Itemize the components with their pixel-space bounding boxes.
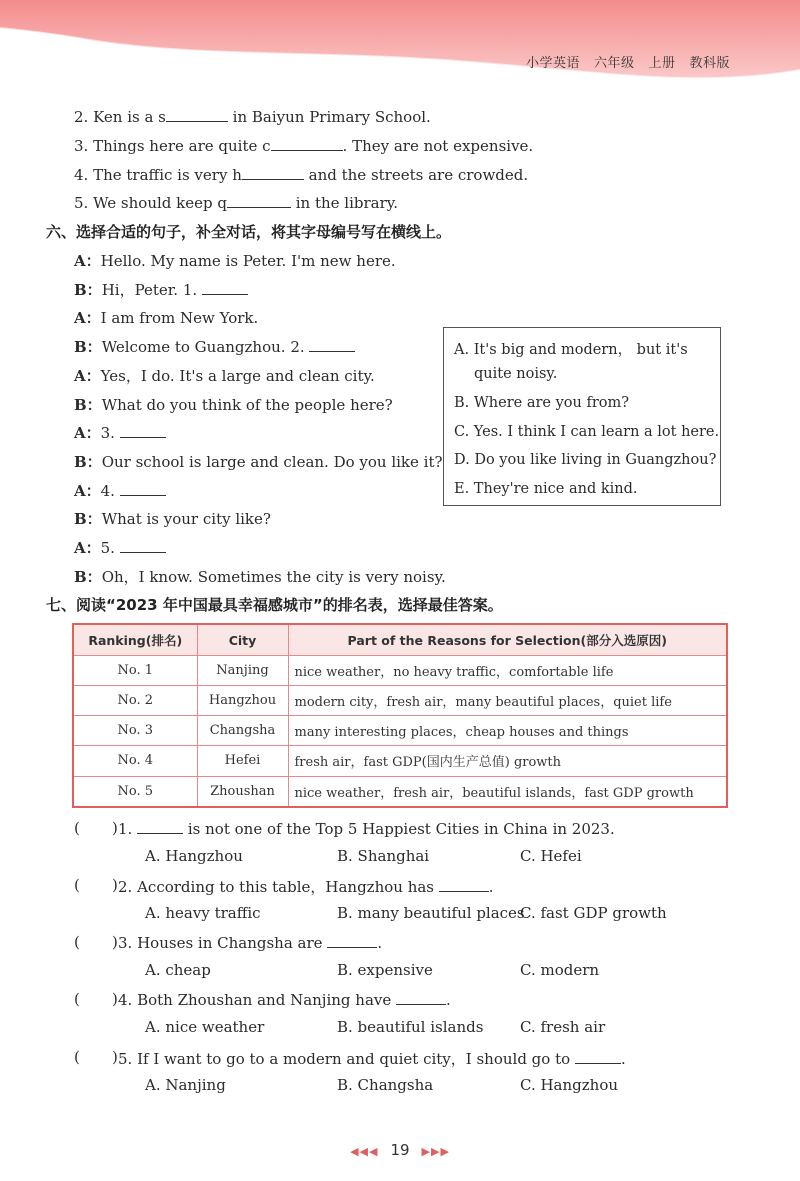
choice-b[interactable]: B. Changsha — [337, 1076, 434, 1094]
answer-paren-open[interactable]: ( — [74, 819, 80, 837]
question-stem: Houses in Changsha are — [137, 934, 323, 952]
fill-item — [74, 107, 431, 126]
dialogue-text: 3. — [100, 424, 115, 442]
question-text — [118, 990, 451, 1009]
choice-a[interactable]: A. cheap — [145, 961, 211, 979]
city-cell: Nanjing — [197, 656, 288, 686]
speaker-label: B： — [74, 338, 102, 356]
choice-b[interactable]: B. many beautiful places — [337, 904, 525, 922]
answer-paren-open[interactable]: ( — [74, 990, 80, 1008]
section-seven-title: 七、阅读“2023 年中国最具幸福感城市”的排名表，选择最佳答案。 — [46, 596, 503, 614]
choice-c[interactable]: C. Hefei — [520, 847, 582, 865]
item-text: and the streets are crowded. — [308, 166, 529, 184]
header-wave-band — [0, 0, 800, 100]
dialogue-text: Our school is large and clean. Do you like it? — [101, 453, 443, 471]
question-stem-end: . — [488, 878, 494, 896]
question-number: 2. — [118, 878, 133, 896]
item-number: 3. — [74, 137, 89, 155]
item-text: in Baiyun Primary School. — [232, 108, 431, 126]
question-stem: According to this table，Hangzhou has — [137, 878, 434, 896]
question-stem-end: . — [446, 991, 451, 1009]
dialogue-line — [74, 250, 396, 271]
dialogue-text: What do you think of the people here? — [101, 396, 393, 414]
answer-blank[interactable] — [327, 933, 377, 948]
item-text: Ken is a s — [93, 108, 166, 126]
item-text: The traffic is very h — [93, 166, 242, 184]
question-stem: Both Zhoushan and Nanjing have — [137, 991, 392, 1009]
dialogue-line — [74, 480, 166, 501]
answer-blank[interactable] — [396, 990, 446, 1005]
answer-blank[interactable] — [166, 107, 228, 122]
rank-cell: No. 5 — [73, 776, 197, 807]
table-row — [73, 686, 727, 716]
rank-cell: No. 1 — [73, 656, 197, 686]
fill-item — [74, 193, 398, 212]
dialogue-text: I am from New York. — [100, 309, 259, 327]
answer-blank[interactable] — [575, 1049, 621, 1064]
answer-blank[interactable] — [227, 193, 291, 208]
column-header: Part of the Reasons for Selection(部分入选原因) — [288, 624, 727, 656]
answer-paren-close: ) — [112, 933, 118, 951]
reason-cell: many interesting places，cheap houses and things — [288, 716, 727, 746]
table-row — [73, 746, 727, 776]
options-box — [443, 327, 721, 506]
header-book-info — [512, 52, 730, 71]
fill-item — [74, 165, 528, 184]
option-c: C. Yes. I think I can learn a lot here. — [454, 424, 720, 440]
dialogue-text: What is your city like? — [101, 510, 271, 528]
speaker-label: A： — [74, 424, 101, 442]
dialogue-text: Oh，I know. Sometimes the city is very noisy. — [101, 568, 446, 586]
dialogue-line — [74, 307, 258, 328]
rank-cell: No. 3 — [73, 716, 197, 746]
dialogue-line — [74, 508, 271, 529]
question-stem: is not one of the Top 5 Happiest Cities in China in 2023. — [187, 820, 615, 838]
table-row — [73, 776, 727, 807]
section-six-title: 六、选择合适的句子，补全对话，将其字母编号写在横线上。 — [46, 223, 452, 241]
answer-blank[interactable] — [439, 877, 489, 892]
header-subject: 小学英语 — [525, 56, 580, 71]
city-cell: Changsha — [197, 716, 288, 746]
question-text — [118, 819, 615, 838]
choice-b[interactable]: B. expensive — [337, 961, 433, 979]
reason-cell: modern city，fresh air，many beautiful places，quiet life — [288, 686, 727, 716]
reason-cell: nice weather，no heavy traffic，comfortable life — [288, 656, 727, 686]
header-volume: 上册 — [648, 56, 676, 71]
dialogue-line — [74, 537, 166, 558]
column-header: City — [197, 624, 288, 656]
option-d: D. Do you like living in Guangzhou? — [454, 452, 717, 468]
dialogue-text: Yes，I do. It's a large and clean city. — [100, 367, 375, 385]
dialogue-line — [74, 279, 248, 300]
city-cell: Hangzhou — [197, 686, 288, 716]
dialogue-text: 4. — [100, 482, 115, 500]
speaker-label: B： — [74, 453, 102, 471]
dialogue-line — [74, 422, 166, 443]
choice-a[interactable]: A. Nanjing — [145, 1076, 226, 1094]
speaker-label: A： — [74, 482, 101, 500]
speaker-label: A： — [74, 309, 101, 327]
ranking-table — [72, 623, 728, 808]
choice-c[interactable]: C. fast GDP growth — [520, 904, 667, 922]
answer-paren-close: ) — [112, 876, 118, 894]
answer-blank[interactable] — [242, 165, 304, 180]
answer-paren-open[interactable]: ( — [74, 933, 80, 951]
answer-blank[interactable] — [137, 819, 183, 834]
question-stem-end: . — [620, 1050, 626, 1068]
item-text: Things here are quite c — [93, 137, 271, 155]
item-text: . They are not expensive. — [342, 137, 534, 155]
dialogue-text: Welcome to Guangzhou. 2. — [101, 338, 305, 356]
question-number: 1. — [118, 820, 133, 838]
dialogue-text: Hello. My name is Peter. I'm new here. — [100, 252, 396, 270]
dialogue-text: 5. — [100, 539, 115, 557]
item-number: 2. — [74, 108, 89, 126]
question-text — [118, 933, 382, 952]
choice-a[interactable]: A. Hangzhou — [145, 847, 243, 865]
option-a-cont: quite noisy. — [474, 366, 558, 382]
option-e: E. They're nice and kind. — [454, 481, 638, 497]
reason-cell: fresh air，fast GDP(国内生产总值) growth — [288, 746, 727, 776]
rank-cell: No. 2 — [73, 686, 197, 716]
answer-paren-open[interactable]: ( — [74, 876, 80, 894]
answer-blank[interactable] — [309, 337, 355, 352]
fill-item — [74, 136, 533, 155]
header-edition: 教科版 — [689, 56, 730, 71]
rank-cell: No. 4 — [73, 746, 197, 776]
speaker-label: B： — [74, 396, 102, 414]
question-number: 4. — [118, 991, 133, 1009]
dialogue-text: Hi，Peter. 1. — [101, 281, 198, 299]
dialogue-line — [74, 365, 375, 386]
question-number: 3. — [118, 934, 133, 952]
question-stem-end: . — [377, 934, 383, 952]
answer-paren-close: ) — [112, 1048, 118, 1066]
item-number: 5. — [74, 194, 89, 212]
choice-c[interactable]: C. modern — [520, 961, 600, 979]
answer-blank[interactable] — [120, 423, 166, 438]
question-stem: If I want to go to a modern and quiet city，I should go to — [137, 1050, 571, 1068]
header-grade: 六年级 — [593, 56, 635, 71]
table-header-row — [73, 624, 727, 656]
answer-blank[interactable] — [120, 481, 166, 496]
page-number-footer — [0, 1141, 800, 1159]
item-text: in the library. — [295, 194, 399, 212]
left-arrows-icon: ◀◀◀ — [350, 1145, 379, 1158]
question-text — [118, 876, 494, 897]
dialogue-line — [74, 566, 446, 587]
choice-a[interactable]: A. heavy traffic — [145, 904, 261, 922]
dialogue-line — [74, 394, 393, 415]
speaker-label: A： — [74, 367, 101, 385]
choice-c[interactable]: C. fresh air — [520, 1018, 606, 1036]
city-cell: Hefei — [197, 746, 288, 776]
speaker-label: A： — [74, 252, 101, 270]
city-cell: Zhoushan — [197, 776, 288, 807]
choice-c[interactable]: C. Hangzhou — [520, 1076, 619, 1094]
speaker-label: B： — [74, 510, 102, 528]
question-number: 5. — [118, 1050, 133, 1068]
question-text — [118, 1048, 626, 1069]
page-number: 19 — [390, 1141, 410, 1159]
item-text: We should keep q — [93, 194, 227, 212]
answer-paren-open[interactable]: ( — [74, 1048, 80, 1066]
speaker-label: B： — [74, 281, 102, 299]
answer-blank[interactable] — [271, 136, 343, 151]
item-number: 4. — [74, 166, 89, 184]
answer-blank[interactable] — [202, 280, 248, 295]
answer-blank[interactable] — [120, 538, 166, 553]
right-arrows-icon: ▶▶▶ — [421, 1145, 450, 1158]
speaker-label: B： — [74, 568, 102, 586]
reason-cell: nice weather，fresh air，beautiful islands，fast GDP growth — [288, 776, 727, 807]
speaker-label: A： — [74, 539, 101, 557]
answer-paren-close: ) — [112, 990, 118, 1008]
choice-b[interactable]: B. Shanghai — [337, 847, 430, 865]
column-header: Ranking(排名) — [73, 624, 197, 656]
dialogue-line — [74, 336, 355, 357]
table-row — [73, 716, 727, 746]
choice-a[interactable]: A. nice weather — [145, 1018, 265, 1036]
table-row — [73, 656, 727, 686]
dialogue-line — [74, 451, 443, 472]
answer-paren-close: ) — [112, 819, 118, 837]
choice-b[interactable]: B. beautiful islands — [337, 1018, 484, 1036]
option-b: B. Where are you from? — [454, 395, 630, 411]
option-a: A. It's big and modern， but it's — [454, 342, 688, 358]
